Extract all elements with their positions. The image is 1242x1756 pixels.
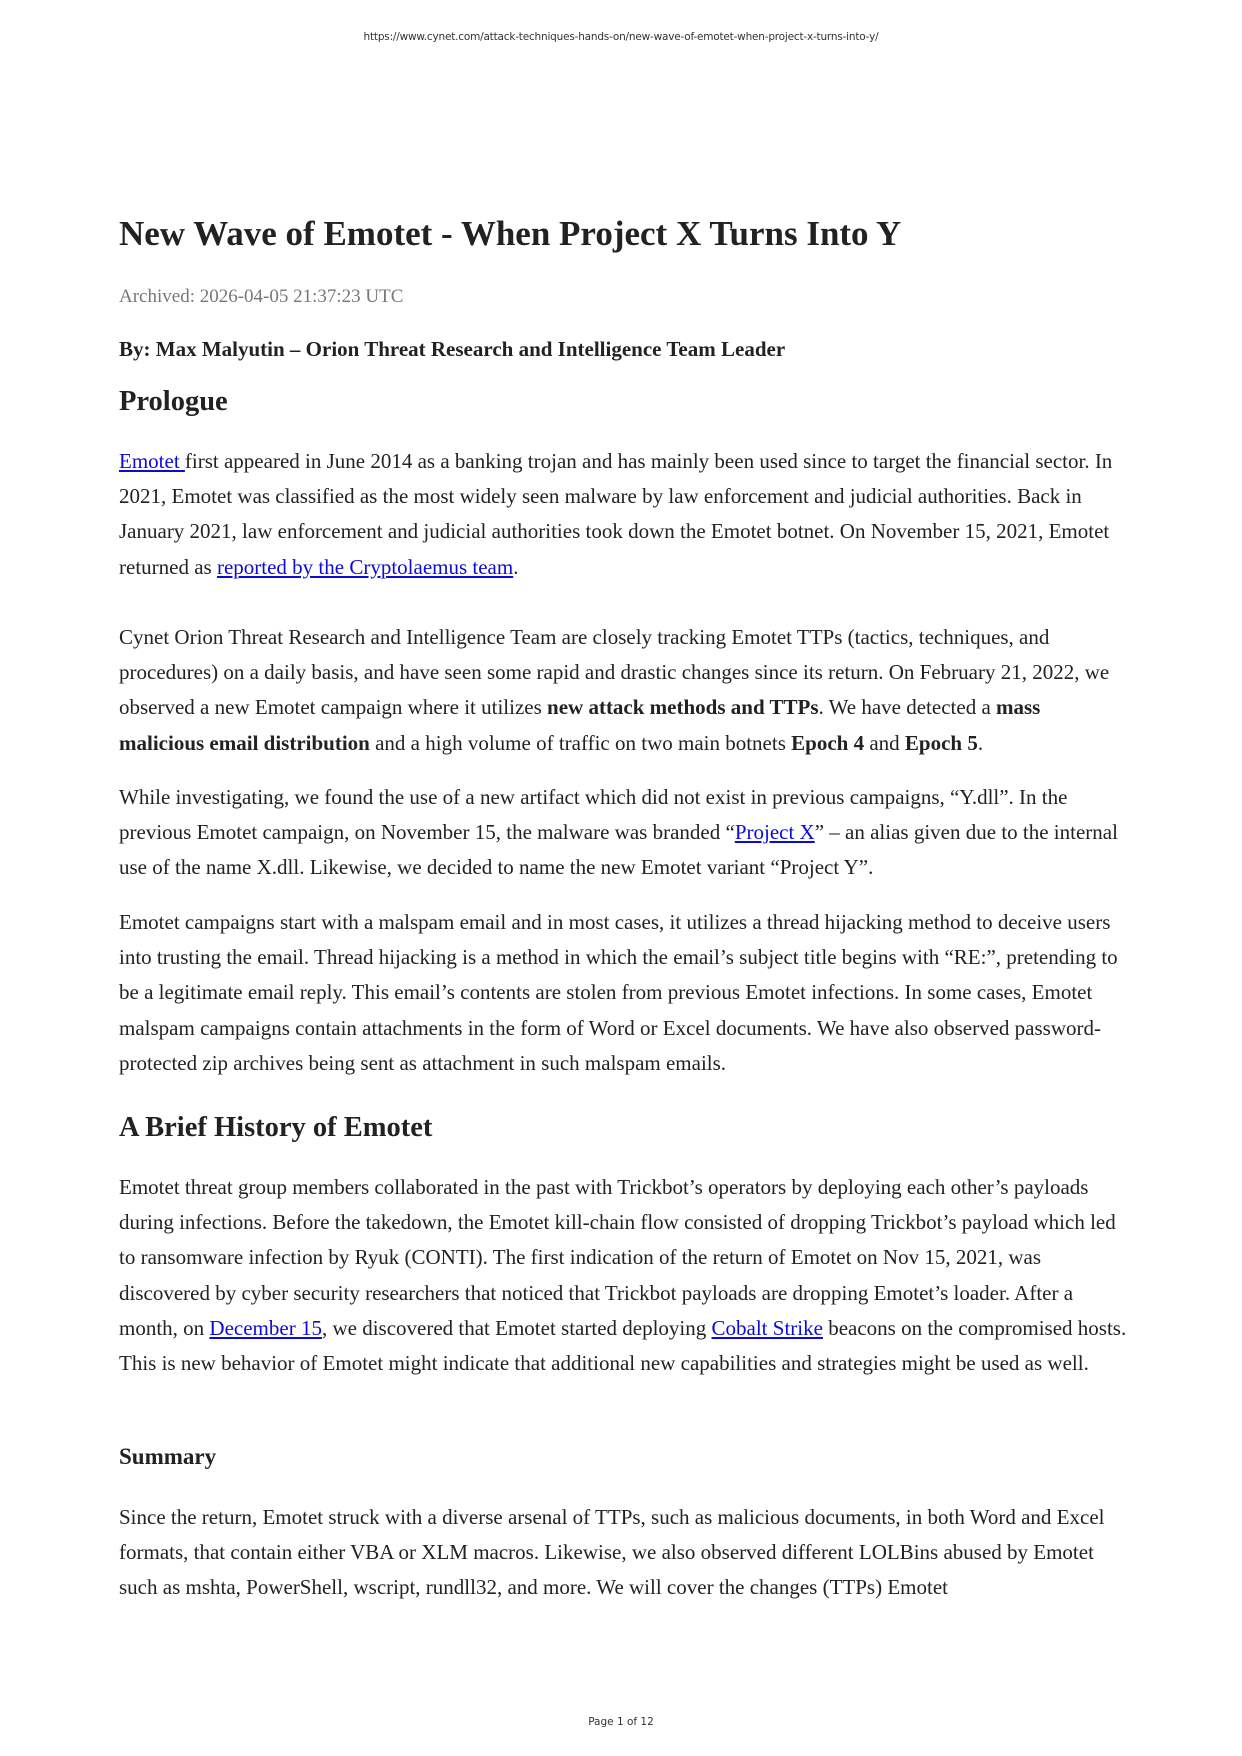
link-december-15[interactable]: December 15 <box>209 1315 322 1340</box>
link-project-x[interactable]: Project X <box>734 820 815 845</box>
page-url-header: https://www.cynet.com/attack-techniques-hands-on/new-wave-of-emotet-when-project-x-turns-into-y/ <box>363 31 879 43</box>
bold-new-attack-methods: new attack methods and TTPs <box>547 695 819 720</box>
bold-mass-email: mass malicious email distribution <box>119 695 1041 755</box>
link-cryptolaemus[interactable]: reported by the Cryptolaemus team <box>216 554 514 579</box>
paragraph-summary-1: Since the return, Emotet struck with a diverse arsenal of TTPs, such as malicious documents, in both Word and Excel formats, that contain either VBA or XLM macros. Likewise, we also observed different LOLBins abused by Emotet such as mshta, PowerShell, wscript, rundll32, and more. We will cover the changes (TTPs) Emotet <box>119 1505 1105 1600</box>
paragraph-prologue-2: Cynet Orion Threat Research and Intelligence Team are closely tracking Emotet TTPs (tactics, techniques, and procedures) on a daily basis, and have seen some rapid and drastic changes since its return. On February 21, 2022, we observed a new Emotet campaign where it utilizes new attack methods and TTPs. We have detected a mass malicious email distribution and a high volume of traffic on two main botnets Epoch 4 and Epoch 5. <box>119 625 1110 755</box>
author-byline: By: Max Malyutin – Orion Threat Research and Intelligence Team Leader <box>119 337 786 361</box>
paragraph-prologue-3: While investigating, we found the use of a new artifact which did not exist in previous campaigns, “Y.dll”. In the previous Emotet campaign, on November 15, the malware was branded “Project X” – an alias given due to the internal use of the name X.dll. Likewise, we decided to name the new Emotet variant “Project Y”. <box>119 785 1118 880</box>
link-emotet[interactable]: Emotet <box>119 449 185 473</box>
heading-brief-history: A Brief History of Emotet <box>119 1112 433 1143</box>
bold-epoch-4: Epoch 4 <box>791 730 865 755</box>
paragraph-prologue-1: Emotet first appeared in June 2014 as a banking trojan and has mainly been used since to target the financial sector. In 2021, Emotet was classified as the most widely seen malware by law enforcement and judicial authorities. Back in January 2021, law enforcement and judicial authorities took down the Emotet botnet. On November 15, 2021, Emotet returned as reported by the Cryptolaemus team. <box>119 449 1113 579</box>
article-title: New Wave of Emotet - When Project X Turns Into Y <box>119 214 902 253</box>
paragraph-history-1: Emotet threat group members collaborated in the past with Trickbot’s operators by deploying each other’s payloads during infections. Before the takedown, the Emotet kill-chain flow consisted of dropping Trickbot’s payload which led to ransomware infection by Ryuk (CONTI). The first indication of the return of Emotet on Nov 15, 2021, was discovered by cyber security researchers that noticed that Trickbot payloads are dropping Emotet’s loader. After a month, on December 15, we discovered that Emotet started deploying Cobalt Strike beacons on the compromised hosts. This is new behavior of Emotet might indicate that additional new capabilities and strategies might be used as well. <box>119 1175 1127 1376</box>
heading-summary: Summary <box>119 1444 217 1469</box>
heading-prologue: Prologue <box>119 386 228 417</box>
paragraph-prologue-4: Emotet campaigns start with a malspam email and in most cases, it utilizes a thread hijacking method to deceive users into trusting the email. Thread hijacking is a method in which the email’s subject title begins with “RE:”, pretending to be a legitimate email reply. This email’s contents are stolen from previous Emotet infections. In some cases, Emotet malspam campaigns contain attachments in the form of Word or Excel documents. We have also observed password-protected zip archives being sent as attachment in such malspam emails. <box>119 910 1118 1075</box>
archived-timestamp: Archived: 2026-04-05 21:37:23 UTC <box>119 286 404 307</box>
link-cobalt-strike[interactable]: Cobalt Strike <box>711 1315 823 1340</box>
bold-epoch-5: Epoch 5 <box>904 730 978 755</box>
page-number: Page 1 of 12 <box>588 1716 654 1728</box>
